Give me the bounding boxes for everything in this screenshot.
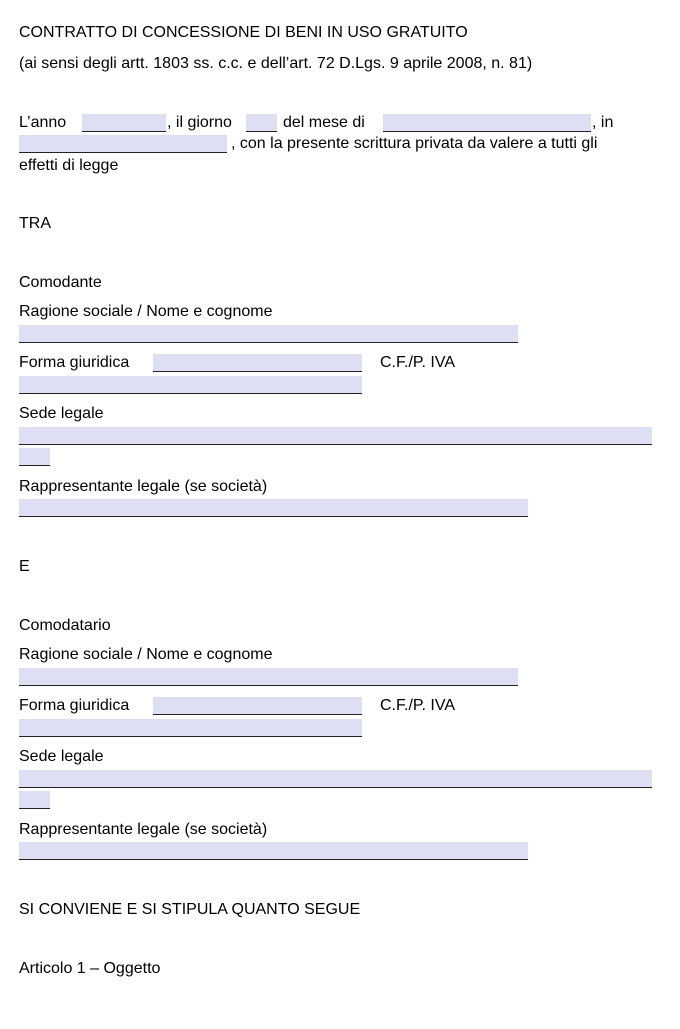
comodatario-forma-giuridica-label: Forma giuridica [19, 697, 130, 714]
si-conviene-heading: SI CONVIENE E SI STIPULA QUANTO SEGUE [19, 901, 361, 918]
comodante-ragione-sociale-label: Ragione sociale / Nome e cognome [19, 303, 273, 320]
comodante-cf-piva-label: C.F./P. IVA [380, 354, 455, 371]
mese-field[interactable] [383, 114, 591, 132]
comodante-ragione-sociale-field[interactable] [19, 325, 518, 343]
comodatario-cf-piva-field[interactable] [19, 719, 362, 737]
intro-anno-label: L’anno [19, 114, 67, 131]
intro-scrittura-text: , con la presente scrittura privata da valere a tutti gli [231, 135, 598, 152]
intro-giorno-label: , il giorno [167, 114, 232, 131]
intro-mese-label: del mese di [283, 114, 365, 131]
comodatario-cf-piva-label: C.F./P. IVA [380, 697, 455, 714]
document-title: CONTRATTO DI CONCESSIONE DI BENI IN USO GRATUITO [19, 24, 468, 41]
intro-in-label: , in [592, 114, 614, 131]
comodatario-ragione-sociale-label: Ragione sociale / Nome e cognome [19, 646, 273, 663]
comodatario-ragione-sociale-field[interactable] [19, 668, 518, 686]
tra-heading: TRA [19, 215, 51, 232]
comodante-forma-giuridica-field[interactable] [153, 354, 362, 372]
comodatario-forma-giuridica-field[interactable] [153, 697, 362, 715]
comodante-sede-legale-field[interactable] [19, 427, 652, 445]
intro-effetti-text: effetti di legge [19, 157, 119, 174]
comodatario-rappresentante-field[interactable] [19, 842, 528, 860]
comodante-rappresentante-label: Rappresentante legale (se società) [19, 478, 268, 495]
comodatario-rappresentante-label: Rappresentante legale (se società) [19, 821, 268, 838]
anno-field[interactable] [82, 114, 166, 132]
articolo-1-heading: Articolo 1 – Oggetto [19, 960, 161, 977]
comodatario-sede-legale-field[interactable] [19, 770, 652, 788]
comodatario-sede-legale-field-continued[interactable] [19, 791, 50, 809]
comodante-heading: Comodante [19, 274, 102, 291]
giorno-field[interactable] [246, 114, 277, 132]
comodatario-heading: Comodatario [19, 617, 111, 634]
document-subtitle: (ai sensi degli artt. 1803 ss. c.c. e dell’art. 72 D.Lgs. 9 aprile 2008, n. 81) [19, 55, 533, 72]
e-heading: E [19, 558, 30, 575]
comodante-forma-giuridica-label: Forma giuridica [19, 354, 130, 371]
comodatario-sede-legale-label: Sede legale [19, 748, 104, 765]
comodante-cf-piva-field[interactable] [19, 376, 362, 394]
comodante-sede-legale-field-continued[interactable] [19, 448, 50, 466]
luogo-field[interactable] [19, 135, 227, 153]
comodante-sede-legale-label: Sede legale [19, 405, 104, 422]
comodante-rappresentante-field[interactable] [19, 499, 528, 517]
